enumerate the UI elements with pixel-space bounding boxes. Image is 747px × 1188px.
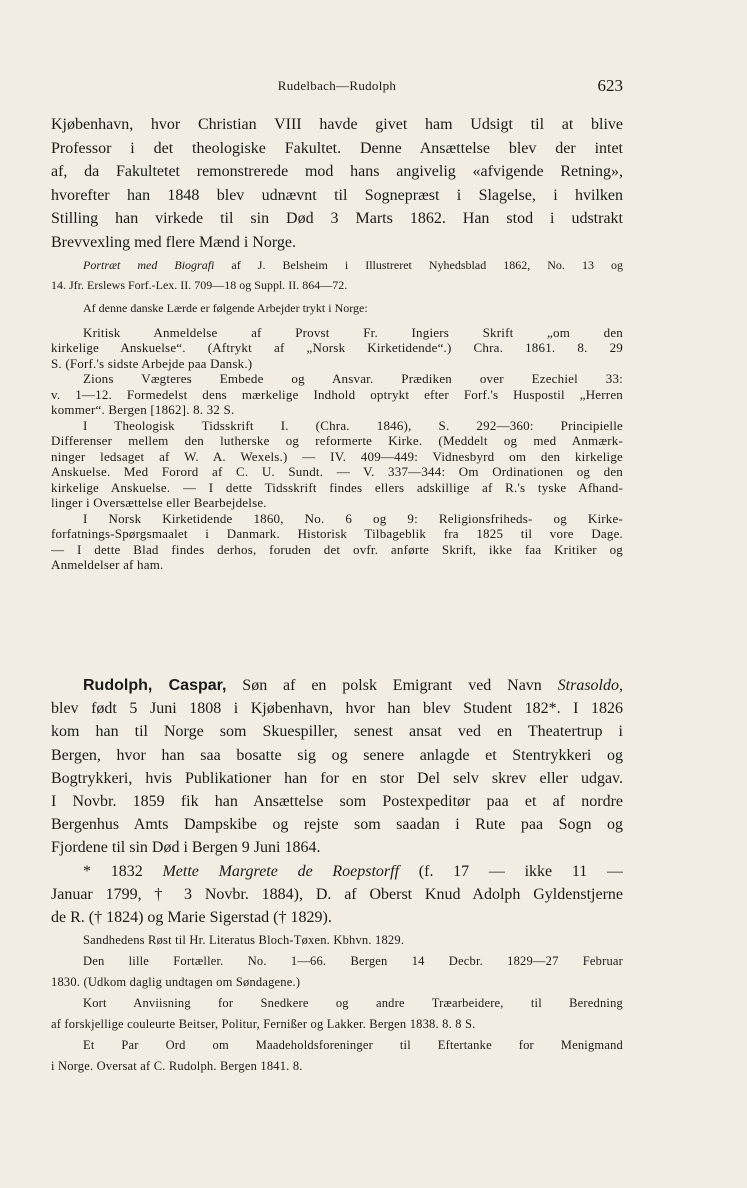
rudolph-biography	[51, 674, 623, 929]
bibliography-entry	[51, 930, 623, 951]
text-line: Januar 1799, † 3 Novbr. 1884), D. af Oberst Knud Adolph Gyldenstjerne	[51, 885, 623, 903]
text-line: Bogtrykkeri, hvis Publikationer han for en stor Del selv skrev eller udgav.	[51, 769, 623, 787]
bibliography-line: kirkelige Anskuelse. — I dette Tidsskrift findes ellers adskillige af R.'s tyske Afhand-	[51, 479, 623, 495]
text-line: af, da Fakultetet remonstrerede mod hans angivelig «afvigende Retning»,	[51, 163, 623, 180]
bibliography-line: ninger ledsaget af W. A. Wexels.) — IV. 409—449: Vidnesbyrd om den kirkelige	[51, 448, 623, 464]
bibliography-line: i Norge. Oversat af C. Rudolph. Bergen 1841. 8.	[51, 1059, 303, 1073]
bibliography-line: I Theologisk Tidsskrift I. (Chra. 1846), S. 292—360: Principielle	[83, 417, 623, 433]
text-line: Brevvexling med flere Mænd i Norge.	[51, 233, 296, 251]
bibliography-line: Sandhedens Røst til Hr. Literatus Bloch-Tøxen. Kbhvn. 1829.	[83, 933, 405, 947]
bibliography-line: Zions Vægteres Embede og Ansvar. Prædiken over Ezechiel 33:	[83, 371, 623, 386]
bibliography-line: Den lille Fortæller. No. 1—66. Bergen 14 Decbr. 1829—27 Februar	[83, 954, 623, 968]
bibliography-entry	[51, 1035, 623, 1077]
bibliography-line: kommer“. Bergen [1862]. 8. 32 S.	[51, 402, 235, 417]
note-italic: Mette Margrete de Roepstorff	[162, 862, 400, 880]
portrait-reference	[51, 255, 623, 295]
bibliography-line: — I dette Blad findes derhos, foruden det ovfr. anførte Skrift, ikke faa Kritiker og	[51, 541, 623, 557]
bibliography-line: v. 1—12. Formedelst dens mærkelige Indhold optrykt efter Forf.'s Huspostil „Herren	[51, 386, 623, 402]
bibliography-line: Differenser mellem den lutherske og reformerte Kirke. (Meddelt og med Anmærk-	[51, 433, 623, 448]
bibliography-entry	[51, 418, 623, 511]
bibliography-line: 1830. (Udkom daglig undtagen om Søndagene.)	[51, 975, 301, 989]
text-line: Fjordene til sin Død i Bergen 9 Juni 1864.	[51, 839, 321, 857]
bibliography-line: Anskuelse. Med Forord af C. U. Sundt. — V. 337—344: Om Ordinationen og den	[51, 464, 623, 479]
rudelbach-works-list	[51, 325, 623, 573]
text-line: kom han til Norge som Skuespiller, senest ansat ved en Theatertrup i	[51, 723, 623, 741]
text-line: de R. († 1824) og Marie Sigerstad († 1829).	[51, 909, 332, 927]
note-lead: * 1832	[83, 862, 163, 880]
note-rest: (f. 17 — ikke 11 —	[399, 862, 623, 880]
rudolph-works-section	[51, 930, 623, 1077]
rudolph-line1-italic: Strasoldo,	[557, 677, 623, 694]
bibliography-line: kirkelige Anskuelse“. (Aftrykt af „Norsk Kirketidende“.) Chra. 1861. 8. 29	[51, 340, 623, 355]
rudolph-line1-rest: Søn af en polsk Emigrant ved Navn	[226, 677, 558, 694]
bibliography-line: I Norsk Kirketidende 1860, No. 6 og 9: Religionsfriheds- og Kirke-	[83, 510, 623, 526]
marriage-note-first	[51, 860, 623, 883]
text-line: Kjøbenhavn, hvor Christian VIII havde givet ham Udsigt til at blive	[51, 116, 623, 133]
bibliography-entry	[51, 951, 623, 993]
bibliography-entry	[51, 511, 623, 573]
bibliography-line: S. (Forf.'s sidste Arbejde paa Dansk.)	[51, 355, 253, 371]
works-intro: Af denne danske Lærde er følgende Arbejder trykt i Norge:	[83, 301, 368, 315]
portrait-rest: af J. Belsheim i Illustreret Nyhedsblad 1862, No. 13 og	[214, 258, 623, 272]
portrait-line-1	[51, 255, 623, 275]
text-line: I Novbr. 1859 fik han Ansættelse som Postexpeditør paa et af nordre	[51, 793, 623, 811]
bibliography-line: forfatnings-Spørgsmaalet i Danmark. Historisk Tilbageblik fra 1825 til vore Dage.	[51, 526, 623, 541]
text-line: hvorefter han 1848 blev udnævnt til Sognepræst i Slagelse, i hvilken	[51, 186, 623, 204]
page-number: 623	[597, 76, 623, 95]
bibliography-line: Kritisk Anmeldelse af Provst Fr. Ingiers Skrift „om den	[83, 324, 623, 340]
bibliography-entry	[51, 371, 623, 418]
rudolph-line-first	[51, 674, 623, 697]
rudelbach-works-section	[51, 301, 623, 573]
bibliography-line: Kort Anviisning for Snedkere og andre Træarbeidere, til Beredning	[83, 996, 623, 1010]
bibliography-entry	[51, 993, 623, 1035]
portrait-line-2: 14. Jfr. Erslews Forf.-Lex. II. 709—18 og Suppl. II. 864—72.	[51, 278, 348, 292]
text-line: Professor i det theologiske Fakultet. Denne Ansættelse blev der intet	[51, 139, 623, 157]
text-line: Stilling han virkede til sin Død 3 Marts 1862. Han stod i udstrakt	[51, 210, 623, 227]
rudolph-works-list	[51, 930, 623, 1077]
running-title: Rudelbach—Rudolph	[277, 78, 397, 93]
page-header	[51, 76, 623, 98]
text-line: Bergen, hvor han saa bosatte sig og senere anlagde et Stentrykkeri og	[51, 746, 623, 764]
bibliography-line: linger i Oversættelse eller Bearbejdelse.	[51, 495, 267, 510]
text-line: Bergenhus Amts Dampskibe og rejste som saadan i Rute paa Sogn og	[51, 816, 623, 834]
bibliography-line: af forskjellige couleurte Beitser, Politur, Fernißer og Lakker. Bergen 1838. 8. 8 S.	[51, 1017, 476, 1031]
portrait-italic-lead: Portræt med Biografi	[83, 258, 215, 272]
rudelbach-biography-text	[51, 113, 623, 254]
rudolph-name: Rudolph, Caspar,	[83, 677, 227, 694]
text-line: blev født 5 Juni 1808 i Kjøbenhavn, hvor han blev Student 182*. I 1826	[51, 700, 623, 718]
bibliography-entry	[51, 325, 623, 372]
bibliography-line: Et Par Ord om Maadeholdsforeninger til Eftertanke for Menigmand	[83, 1038, 623, 1052]
bibliography-line: Anmeldelser af ham.	[51, 557, 164, 572]
